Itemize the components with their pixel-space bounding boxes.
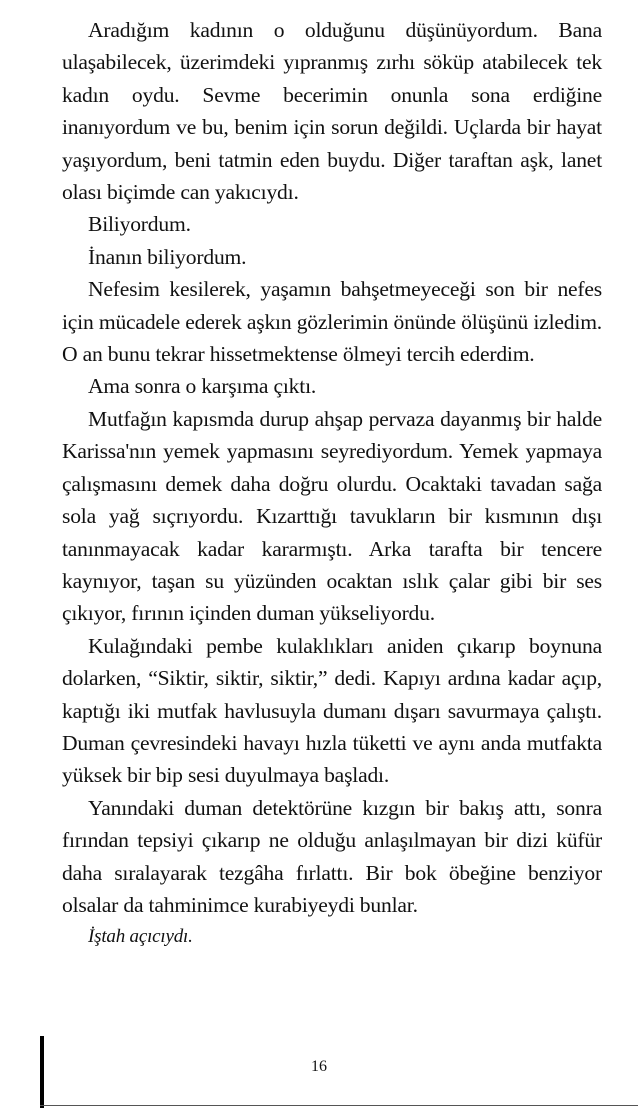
paragraph-3: İnanın biliyordum. <box>88 244 247 269</box>
paragraph-9: İştah açıcıydı. <box>88 926 193 948</box>
paragraph-2: Biliyordum. <box>88 212 191 237</box>
bottom-rule <box>40 1105 638 1106</box>
binding-mark <box>40 1036 44 1108</box>
paragraph-8: Yanındaki duman detektörüne kızgın bir bakış attı, sonra fırından tepsiyi çıkarıp ne olduğu anlaşılmayan bir dizi küfür daha sıralayarak tezgâha fırlattı. Bir bok öbeğine benziyor olsalar da tahminimce kurabiyeydi bunlar. <box>62 795 602 917</box>
paragraph-1: Aradığım kadının o olduğunu düşünüyordum. Bana ulaşabilecek, üzerimdeki yıpranmış zırhı söküp atabilecek tek kadın oydu. Sevme becerimin onunla sona erdiğine inanıyordum ve bu, benim için sorun değildi. Uçlarda bir hayat yaşıyordum, beni tatmin eden buydu. Diğer taraftan aşk, lanet olası biçimde can yakıcıydı. <box>62 18 602 205</box>
page-number: 16 <box>311 1058 327 1075</box>
paragraph-7: Kulağındaki pembe kulaklıkları aniden çıkarıp boynuna dolarken, “Siktir, siktir, siktir,” dedi. Kapıyı ardına kadar açıp, kaptığı iki mutfak havlusuyla dumanı dışarı savurmaya çalıştı. Duman çevresindeki havayı hızla tüketti ve aynı anda mutfakta yüksek bir bip sesi duyulmaya başladı. <box>62 633 602 788</box>
paragraph-6: Mutfağın kapısmda durup ahşap pervaza dayanmış bir halde Karissa'nın yemek yapmasını seyrediyordum. Yemek yapmaya çalışmasını demek daha doğru olurdu. Ocaktaki tavadan sağa sola yağ sıçrıyordu. Kızarttığı tavukların bir kısmının dışı tanınmayacak kadar kararmıştı. Arka tarafta bir tencere kaynıyor, taşan su yüzünden ocaktan ıslık çalar gibi bir ses çıkıyor, fırının içinden duman yükseliyordu. <box>62 406 602 626</box>
body-text <box>62 14 602 954</box>
paragraph-5: Ama sonra o karşıma çıktı. <box>88 374 317 399</box>
paragraph-4: Nefesim kesilerek, yaşamın bahşetmeyeceği son bir nefes için mücadele ederek aşkın gözlerimin önünde ölüşünü izledim. O an bunu tekrar hissetmektense ölmeyi tercih ederdim. <box>62 277 602 367</box>
